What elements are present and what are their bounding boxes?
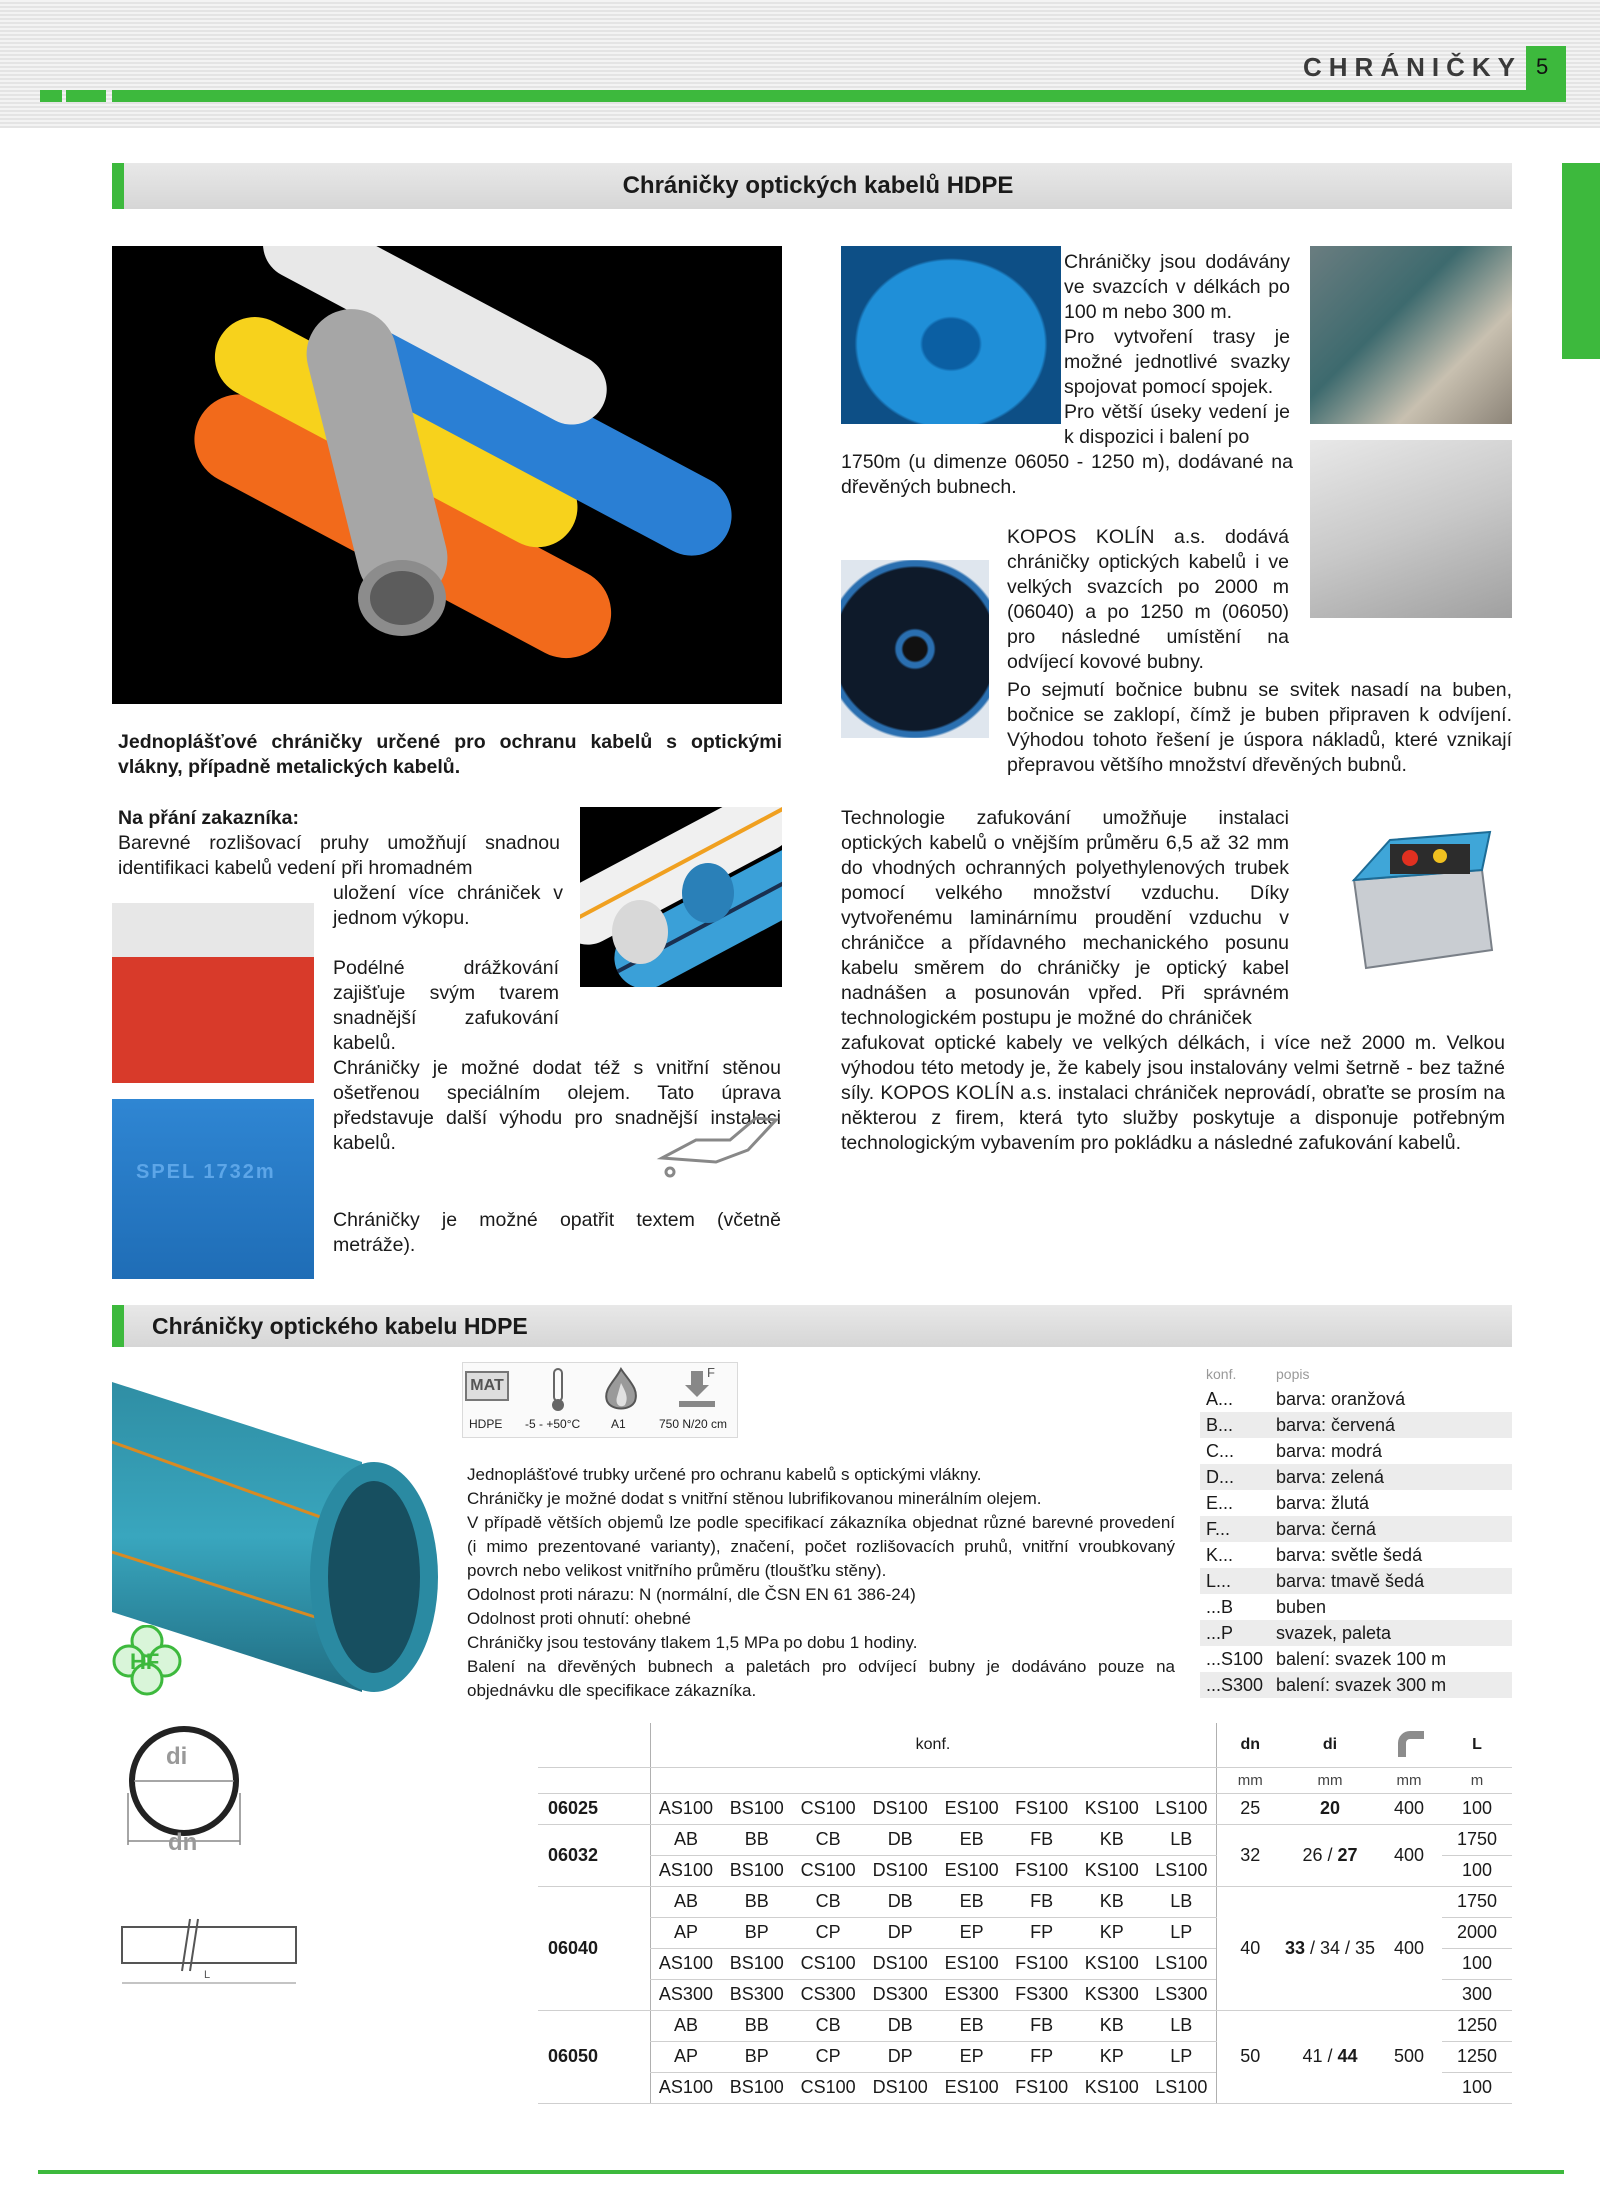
- di-rest: / 34 / 35: [1304, 1937, 1376, 1958]
- table-header-l: L: [1442, 1723, 1512, 1767]
- konf-cell: BB: [721, 1824, 792, 1855]
- l-cell: 300: [1442, 1979, 1512, 2010]
- konf-cell: BS100: [721, 1855, 792, 1886]
- spec-temperature: -5 - +50°C: [525, 1417, 581, 1431]
- striped-pipes-photo: [580, 807, 782, 987]
- hf-badge-label: HF: [130, 1649, 160, 1674]
- konf-code: ...P: [1206, 1623, 1234, 1643]
- konf-code: A...: [1206, 1389, 1234, 1409]
- thermometer-icon: [547, 1367, 569, 1418]
- konf-cell: BS100: [721, 1793, 792, 1824]
- konf-cell: CP: [792, 1917, 864, 1948]
- konf-code: D...: [1206, 1467, 1235, 1487]
- konf-list-item: [1200, 1620, 1512, 1646]
- konf-cell: EP: [936, 2041, 1007, 2072]
- delivery-text-1: Chráničky jsou dodávány ve svazcích v délkách po 100 m nebo 300 m.: [1064, 251, 1290, 323]
- steel-reel-photo: [841, 560, 989, 738]
- unit-di: mm: [1284, 1767, 1376, 1793]
- di-bold: 20: [1319, 1798, 1341, 1818]
- konf-desc: barva: modrá: [1276, 1441, 1383, 1461]
- konf-list-item: [1200, 1646, 1512, 1672]
- konf-cell: ES100: [936, 1855, 1007, 1886]
- konf-cell: LB: [1147, 2010, 1216, 2041]
- konf-cell: CS100: [792, 2072, 864, 2103]
- konf-cell: BS100: [721, 2072, 792, 2103]
- konf-cell: AB: [650, 2010, 721, 2041]
- l-cell: 100: [1442, 1948, 1512, 1979]
- konf-list: [1200, 1362, 1512, 1698]
- konf-code: ...S300: [1206, 1675, 1264, 1695]
- printed-blue-pipe-photo: [112, 1099, 314, 1279]
- customer-text-2: Podélné drážkování zajišťuje svým tvarem snadnější zafukování kabelů.: [333, 957, 559, 1054]
- grooved-red-pipe-photo: [112, 903, 314, 1083]
- l-cell: 1750: [1442, 1886, 1512, 1917]
- l-label: L: [204, 1969, 211, 1981]
- l-cell: 100: [1442, 1793, 1512, 1824]
- konf-cell: DS100: [864, 1948, 936, 1979]
- konf-desc: barva: oranžová: [1276, 1389, 1406, 1409]
- konf-head-code: konf.: [1206, 1366, 1237, 1382]
- r-cell: 500: [1376, 2010, 1442, 2103]
- konf-list-header: [1200, 1362, 1512, 1386]
- table-header-code: [538, 1723, 650, 1767]
- konf-cell: AP: [650, 1917, 721, 1948]
- konf-cell: LS100: [1147, 1855, 1216, 1886]
- blue-coil-photo: [841, 246, 1061, 424]
- konf-cell: ES100: [936, 1793, 1007, 1824]
- l-cell: 1750: [1442, 1824, 1512, 1855]
- l-cell: 2000: [1442, 1917, 1512, 1948]
- header-square: [84, 90, 106, 102]
- di-bold: 27: [1337, 1844, 1358, 1865]
- unit-dn: mm: [1216, 1767, 1284, 1793]
- konf-head-desc: popis: [1276, 1366, 1310, 1382]
- konf-code: E...: [1206, 1493, 1234, 1513]
- section2-description: [467, 1463, 1175, 1703]
- di-bold: 44: [1337, 2046, 1358, 2066]
- table-header-di: di: [1284, 1723, 1376, 1767]
- bend-radius-icon: [1376, 1723, 1442, 1767]
- konf-desc: svazek, paleta: [1276, 1623, 1392, 1643]
- konf-list-item: [1200, 1464, 1512, 1490]
- konf-cell: BB: [721, 2010, 792, 2041]
- description-line: Jednoplášťové trubky určené pro ochranu kabelů s optickými vlákny.: [467, 1465, 982, 1484]
- di-cell: [1284, 1886, 1376, 2010]
- konf-cell: ES300: [936, 1979, 1007, 2010]
- delivery-text-3b: 1750m (u dimenze 06050 - 1250 m), dodávané na dřevěných bubnech.: [841, 451, 1293, 498]
- konf-cell: AB: [650, 1886, 721, 1917]
- konf-list-item: [1200, 1490, 1512, 1516]
- customer-heading: Na přání zakazníka:: [118, 807, 299, 829]
- konf-cell: CS100: [792, 1793, 864, 1824]
- konf-cell: DP: [864, 1917, 936, 1948]
- konf-cell: FP: [1007, 2041, 1076, 2072]
- konf-cell: BS300: [721, 1979, 792, 2010]
- konf-cell: FS300: [1007, 1979, 1076, 2010]
- product-code: 06050: [538, 2010, 650, 2103]
- konf-cell: AB: [650, 1824, 721, 1855]
- spec-icons: [462, 1362, 738, 1438]
- spec-material: HDPE: [469, 1417, 503, 1431]
- header-title: CHRÁNIČKY: [1303, 52, 1522, 82]
- description-line: Odolnost proti ohnutí: ohebné: [467, 1609, 691, 1628]
- konf-cell: CP: [792, 2041, 864, 2072]
- konf-cell: LB: [1147, 1886, 1216, 1917]
- delivery-text-2: Pro vytvoření trasy je možné jednotlivé svazky spojovat pomocí spojek.: [1064, 326, 1290, 398]
- header-green-line: [112, 90, 1566, 102]
- konf-cell: EB: [936, 1824, 1007, 1855]
- konf-list-item: [1200, 1594, 1512, 1620]
- konf-cell: KB: [1076, 1886, 1147, 1917]
- konf-cell: FS100: [1007, 1793, 1076, 1824]
- description-line: Balení na dřevěných bubnech a paletách pro odvíjecí bubny je dodáváno pouze na objednávku dle specifikace zákazníka.: [467, 1657, 1175, 1700]
- konf-cell: LS100: [1147, 1948, 1216, 1979]
- konf-code: ...B: [1206, 1597, 1234, 1617]
- r-cell: 400: [1376, 1886, 1442, 2010]
- unit-empty: [650, 1767, 1216, 1793]
- konf-cell: FB: [1007, 1886, 1076, 1917]
- konf-cell: ES100: [936, 1948, 1007, 1979]
- konf-desc: balení: svazek 300 m: [1276, 1675, 1447, 1695]
- mat-icon: MAT: [465, 1371, 509, 1401]
- konf-desc: buben: [1276, 1597, 1327, 1617]
- section-title: Chráničky optického kabelu HDPE: [112, 1305, 1512, 1347]
- konf-desc: barva: světle šedá: [1276, 1545, 1423, 1565]
- dn-label: dn: [168, 1829, 198, 1856]
- dn-cell: 50: [1216, 2010, 1284, 2103]
- customer-text-4: Chráničky je možné opatřit textem (včetně metráže).: [333, 1209, 781, 1256]
- konf-list-item: [1200, 1542, 1512, 1568]
- konf-cell: FP: [1007, 1917, 1076, 1948]
- konf-cell: AS100: [650, 2072, 721, 2103]
- konf-cell: FB: [1007, 1824, 1076, 1855]
- technology-text-2: zafukovat optické kabely ve velkých délkách, i více než 2000 m. Velkou výhodou této metody je, že kabely jsou instalovány velmi šetrně - bez tažné síly. KOPOS KOLÍN a.s. instalaci chrániček neprovádí, obraťte se prosím na některou z firem, která tyto služby poskytuje a disponuje potřebným technologickým vybavením pro pokládku a následné zafukování kabelů.: [841, 1032, 1505, 1154]
- konf-cell: EP: [936, 1917, 1007, 1948]
- kopos-text-1: KOPOS KOLÍN a.s. dodává chráničky optických kabelů i ve velkých svazcích po 2000 m (06040) a po 1250 m (06050) pro následné umístění na odvíjecí kovové bubny.: [1007, 526, 1289, 673]
- description-line: Odolnost proti nárazu: N (normální, dle ČSN EN 61 386-24): [467, 1585, 916, 1604]
- table-header-row: [538, 1723, 1512, 1767]
- pipe-print-text: SPEL 1732m: [136, 1161, 276, 1183]
- unit-l: m: [1442, 1767, 1512, 1793]
- technology-text-1: Technologie zafukování umožňuje instalaci optických kabelů o vnějším průměru 6,5 až 32 mm do vhodných ochranných polyethylenových trubek pomocí velkého množství vzduchu. Díky vytvořenému laminárnímu proudění vzduchu v chráničce a přídavného mechanického posunu kabelu směrem do chráničky je optický kabel nadnášen a posunován vpřed. Při správném technologickém postupu je možné do chrániček: [841, 807, 1289, 1029]
- konf-cell: LB: [1147, 1824, 1216, 1855]
- unit-empty: [538, 1767, 650, 1793]
- konf-cell: AS100: [650, 1948, 721, 1979]
- l-cell: 1250: [1442, 2010, 1512, 2041]
- customer-text-1: Barevné rozlišovací pruhy umožňují snadnou identifikaci kabelů vedení při hromadném: [118, 832, 560, 879]
- konf-cell: CS300: [792, 1979, 864, 2010]
- customer-text-3: Chráničky je možné dodat též s vnitřní stěnou ošetřenou speciálním olejem. Tato úprava představuje další výhodu pro snadnější instalaci kabelů.: [333, 1057, 781, 1154]
- konf-list-item: [1200, 1568, 1512, 1594]
- konf-cell: LP: [1147, 1917, 1216, 1948]
- konf-cell: FS100: [1007, 2072, 1076, 2103]
- konf-cell: CS100: [792, 1855, 864, 1886]
- cross-section-diagram: [120, 1723, 300, 1893]
- pipes-photo: [112, 246, 782, 704]
- table-row: [538, 1886, 1512, 1917]
- konf-cell: KS100: [1076, 1793, 1147, 1824]
- table-row: [538, 1824, 1512, 1855]
- di-bold: 33: [1284, 1937, 1305, 1958]
- dn-cell: 25: [1216, 1793, 1284, 1824]
- konf-cell: AS100: [650, 1793, 721, 1824]
- konf-desc: barva: tmavě šedá: [1276, 1571, 1425, 1591]
- customer-text-1b: uložení více chrániček v jednom výkopu.: [333, 882, 563, 929]
- konf-cell: DS100: [864, 2072, 936, 2103]
- konf-cell: DP: [864, 2041, 936, 2072]
- konf-cell: LP: [1147, 2041, 1216, 2072]
- flame-icon: [599, 1367, 643, 1418]
- intro-text: Jednoplášťové chráničky určené pro ochranu kabelů s optickými vlákny, případně metalických kabelů.: [118, 731, 782, 778]
- konf-cell: BP: [721, 1917, 792, 1948]
- konf-cell: KB: [1076, 1824, 1147, 1855]
- konf-cell: KP: [1076, 1917, 1147, 1948]
- spec-compression: 750 N/20 cm: [659, 1417, 728, 1431]
- konf-cell: DB: [864, 2010, 936, 2041]
- konf-code: ...S100: [1206, 1649, 1264, 1669]
- di-pre: 41 /: [1302, 2046, 1338, 2066]
- konf-cell: EB: [936, 2010, 1007, 2041]
- length-diagram: [120, 1915, 300, 1995]
- konf-code: F...: [1206, 1519, 1231, 1539]
- product-code: 06040: [538, 1886, 650, 2010]
- di-label: di: [166, 1743, 188, 1770]
- konf-cell: LS100: [1147, 1793, 1216, 1824]
- dn-cell: 32: [1216, 1824, 1284, 1886]
- konf-desc: barva: černá: [1276, 1519, 1377, 1539]
- di-cell: [1284, 1824, 1376, 1886]
- konf-cell: LS300: [1147, 1979, 1216, 2010]
- konf-cell: BS100: [721, 1948, 792, 1979]
- di-pre: 26 /: [1302, 1844, 1338, 1865]
- konf-code: K...: [1206, 1545, 1234, 1565]
- r-cell: 400: [1376, 1824, 1442, 1886]
- chapter-tab: [1562, 163, 1600, 359]
- kopos-text-2: Po sejmutí bočnice bubnu se svitek nasadí na buben, bočnice se zaklopí, čímž je buben připraven k odvíjení. Výhodou tohoto řešení je úspora nákladů, které vznikají přepravou většího množství dřevěných bubnů.: [1007, 679, 1512, 776]
- di-cell: [1284, 1793, 1376, 1824]
- konf-cell: EB: [936, 1886, 1007, 1917]
- konf-cell: DS100: [864, 1855, 936, 1886]
- konf-cell: DB: [864, 1824, 936, 1855]
- konf-cell: LS100: [1147, 2072, 1216, 2103]
- konf-cell: BP: [721, 2041, 792, 2072]
- konf-list-item: [1200, 1386, 1512, 1412]
- konf-list-item: [1200, 1516, 1512, 1542]
- konf-cell: KB: [1076, 2010, 1147, 2041]
- konf-cell: KP: [1076, 2041, 1147, 2072]
- description-line: Chráničky jsou testovány tlakem 1,5 MPa po dobu 1 hodiny.: [467, 1633, 918, 1652]
- konf-list-item: [1200, 1412, 1512, 1438]
- konf-cell: KS300: [1076, 1979, 1147, 2010]
- konf-list-item: [1200, 1672, 1512, 1698]
- table-unit-row: [538, 1767, 1512, 1793]
- konf-cell: DS300: [864, 1979, 936, 2010]
- konf-cell: FS100: [1007, 1855, 1076, 1886]
- l-cell: 100: [1442, 1855, 1512, 1886]
- product-code: 06032: [538, 1824, 650, 1886]
- konf-code: C...: [1206, 1441, 1235, 1461]
- delivery-text-3: Pro větší úseky vedení je k dispozici i balení po: [1064, 401, 1290, 448]
- konf-code: B...: [1206, 1415, 1234, 1435]
- r-cell: 400: [1376, 1793, 1442, 1824]
- footer-line: [38, 2170, 1564, 2174]
- konf-cell: FB: [1007, 2010, 1076, 2041]
- oil-can-icon: [656, 1100, 782, 1180]
- wrapped-drum-photo: [1310, 440, 1512, 618]
- spec-flammability: A1: [611, 1417, 626, 1431]
- konf-list-item: [1200, 1438, 1512, 1464]
- di-cell: [1284, 2010, 1376, 2103]
- konf-cell: KS100: [1076, 2072, 1147, 2103]
- product-table: [538, 1723, 1512, 2104]
- konf-cell: AS300: [650, 1979, 721, 2010]
- force-letter: F: [707, 1365, 715, 1380]
- konf-cell: CB: [792, 2010, 864, 2041]
- konf-cell: CS100: [792, 1948, 864, 1979]
- hf-badge: [112, 1625, 182, 1697]
- cable-drums-photo: [1310, 246, 1512, 424]
- konf-cell: KS100: [1076, 1948, 1147, 1979]
- product-code: 06025: [538, 1793, 650, 1824]
- l-cell: 1250: [1442, 2041, 1512, 2072]
- konf-desc: barva: červená: [1276, 1415, 1396, 1435]
- header-square: [40, 90, 62, 102]
- konf-cell: CB: [792, 1824, 864, 1855]
- konf-cell: CB: [792, 1886, 864, 1917]
- l-cell: 100: [1442, 2072, 1512, 2103]
- konf-desc: balení: svazek 100 m: [1276, 1649, 1447, 1669]
- table-header-dn: dn: [1216, 1723, 1284, 1767]
- konf-cell: KS100: [1076, 1855, 1147, 1886]
- description-line: V případě větších objemů lze podle specifikací zákazníka objednat různé barevné provedení (i mimo prezentované varianty), značení, počet rozlišovacích pruhů, vnitřní vroubkovaný povrch nebo velikost vnitřního průměru (tloušťku stěny).: [467, 1513, 1175, 1580]
- description-line: Chráničky je možné dodat s vnitřní stěnou lubrifikovanou minerálním olejem.: [467, 1489, 1042, 1508]
- unit-r: mm: [1376, 1767, 1442, 1793]
- konf-cell: AP: [650, 2041, 721, 2072]
- dn-cell: 40: [1216, 1886, 1284, 2010]
- page-number: 5: [1526, 46, 1566, 90]
- table-row: [538, 1793, 1512, 1824]
- konf-cell: ES100: [936, 2072, 1007, 2103]
- konf-desc: barva: žlutá: [1276, 1493, 1370, 1513]
- konf-cell: DB: [864, 1886, 936, 1917]
- konf-code: L...: [1206, 1571, 1232, 1591]
- section-title: Chráničky optických kabelů HDPE: [112, 163, 1512, 209]
- konf-cell: FS100: [1007, 1948, 1076, 1979]
- konf-cell: AS100: [650, 1855, 721, 1886]
- konf-cell: BB: [721, 1886, 792, 1917]
- konf-cell: DS100: [864, 1793, 936, 1824]
- blowing-machine-photo: [1330, 800, 1512, 990]
- table-header-konf: konf.: [650, 1723, 1216, 1767]
- konf-desc: barva: zelená: [1276, 1467, 1385, 1487]
- table-row: [538, 2010, 1512, 2041]
